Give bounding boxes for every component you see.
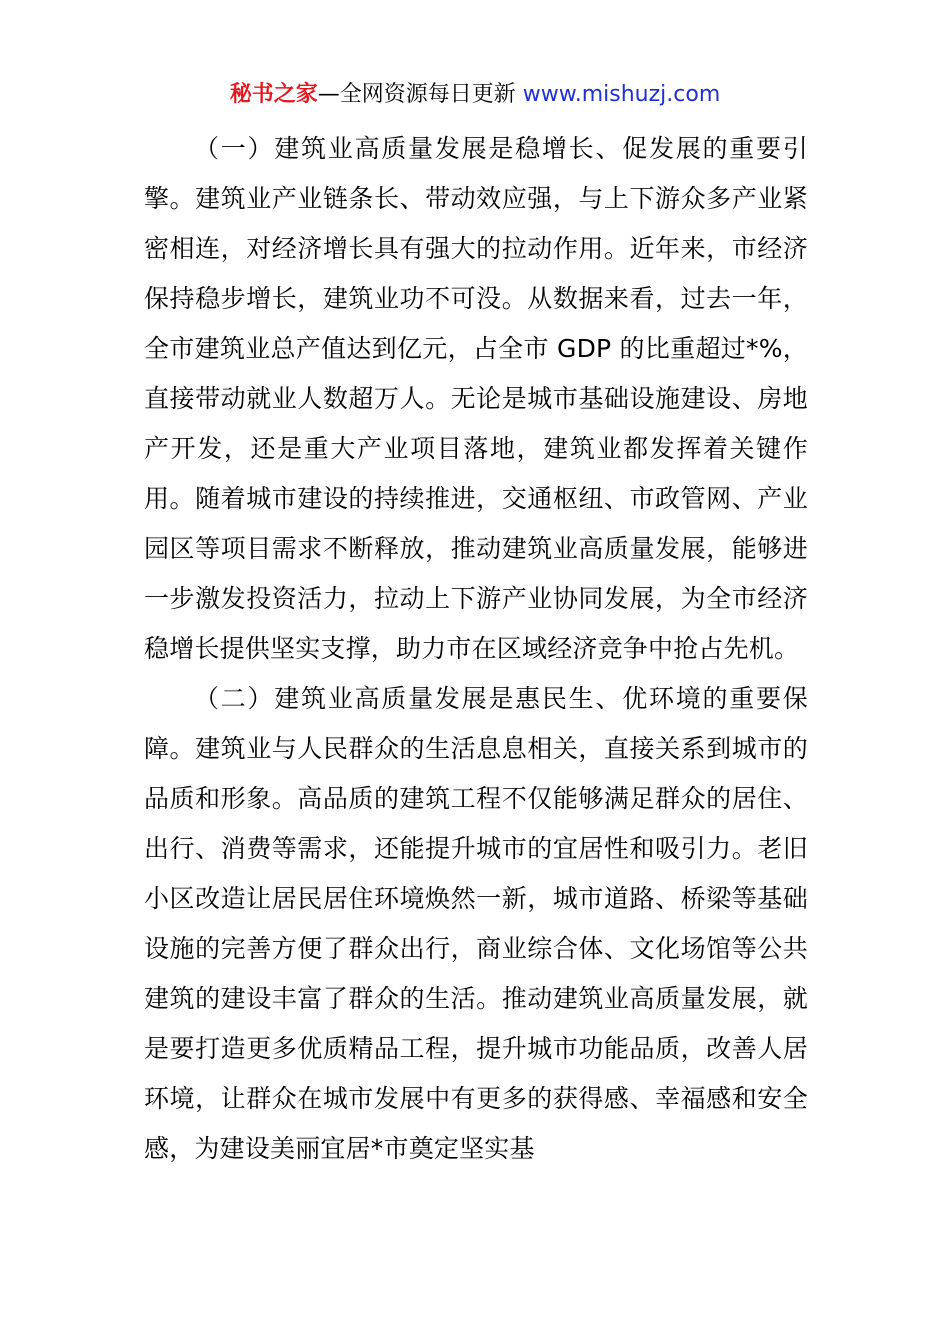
paragraph-1: （一）建筑业高质量发展是稳增长、促发展的重要引擎。建筑业产业链条长、带动效应强，与上下游众多产业紧密相连，对经济增长具有强大的拉动作用。近年来，市经济保持稳步增长，建筑业功不可没。从数据来看，过去一年，全市建筑业总产值达到亿元，占全市 GDP 的比重超过*%，直接带动就业人数超万人。无论是城市基础设施建设、房地产开发，还是重大产业项目落地，建筑业都发挥着关键作用。随着城市建设的持续推进，交通枢纽、市政管网、产业园区等项目需求不断释放，推动建筑业高质量发展，能够进一步激发投资活力，拉动上下游产业协同发展，为全市经济稳增长提供坚实支撑，助力市在区域经济竞争中抢占先机。 — [144, 134, 808, 663]
site-url: www.mishuzj.com — [522, 82, 721, 107]
paragraph-2: （二）建筑业高质量发展是惠民生、优环境的重要保障。建筑业与人民群众的生活息息相关，直接关系到城市的品质和形象。高品质的建筑工程不仅能够满足群众的居住、出行、消费等需求，还能提升城市的宜居性和吸引力。老旧小区改造让居民居住环境焕然一新，城市道路、桥梁等基础设施的完善方便了群众出行，商业综合体、文化场馆等公共建筑的建设丰富了群众的生活。推动建筑业高质量发展，就是要打造更多优质精品工程，提升城市功能品质，改善人居环境，让群众在城市发展中有更多的获得感、幸福感和安全感，为建设美丽宜居*市奠定坚实基 — [144, 684, 808, 1163]
document-body — [144, 124, 808, 1174]
page-header — [0, 80, 950, 110]
header-tagline: —全网资源每日更新 — [317, 82, 523, 107]
brand-name: 秘书之家 — [229, 82, 318, 107]
